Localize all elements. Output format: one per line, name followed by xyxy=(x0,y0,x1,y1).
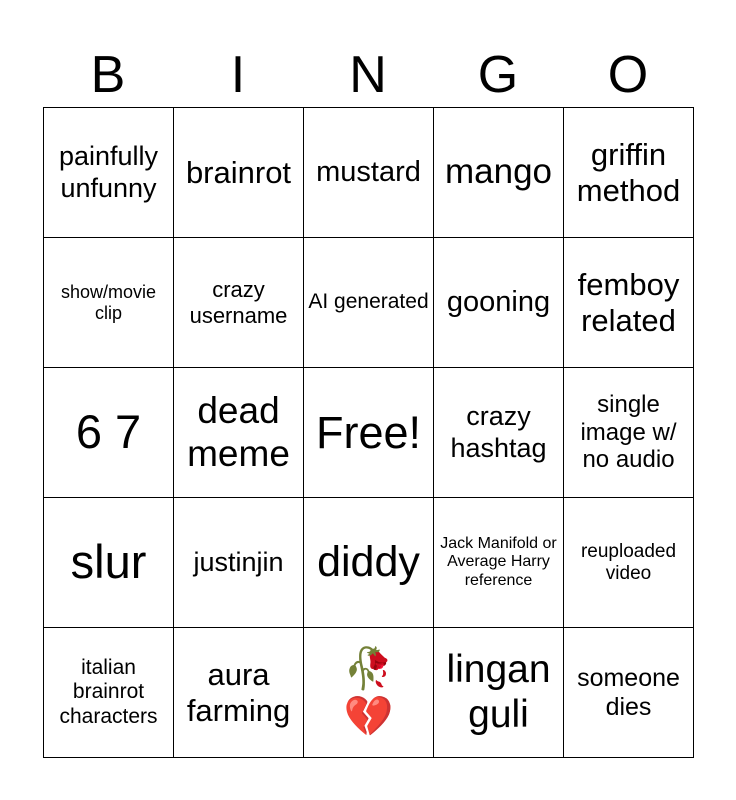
bingo-cell[interactable] xyxy=(174,498,304,628)
bingo-cell[interactable] xyxy=(304,108,434,238)
bingo-cell-label: gooning xyxy=(446,285,551,318)
bingo-cell-label: dead meme xyxy=(187,389,290,474)
bingo-cell-label: painfully unfunny xyxy=(58,141,159,203)
bingo-cell[interactable] xyxy=(564,108,694,238)
bingo-cell-label: AI generated xyxy=(308,290,429,314)
bingo-board xyxy=(43,107,694,758)
bingo-cell[interactable] xyxy=(174,108,304,238)
bingo-cell[interactable] xyxy=(434,628,564,758)
bingo-cell-label: crazy hashtag xyxy=(450,401,547,463)
bingo-cell-label: brainrot xyxy=(185,154,292,190)
bingo-cell-label: italian brainrot characters xyxy=(59,656,158,728)
bingo-cell-label: slur xyxy=(70,535,147,589)
bingo-cell[interactable] xyxy=(564,238,694,368)
bingo-cell-label: lingan guli xyxy=(446,647,551,736)
bingo-cell-label: someone dies xyxy=(577,663,680,721)
bingo-cell-label: justinjin xyxy=(193,546,284,577)
bingo-cell[interactable] xyxy=(304,628,434,758)
bingo-cell-label: Free! xyxy=(315,406,422,458)
bingo-cell[interactable] xyxy=(564,498,694,628)
header-letter-g: G xyxy=(477,46,519,104)
header-letter-o: O xyxy=(607,46,649,104)
bingo-cell[interactable] xyxy=(44,628,174,758)
bingo-cell[interactable] xyxy=(304,238,434,368)
bingo-cell-label: single image w/ no audio xyxy=(580,391,677,474)
bingo-cell-label: Jack Manifold or Average Harry reference xyxy=(440,534,557,589)
bingo-cell-label: crazy username xyxy=(189,277,288,328)
bingo-cell[interactable] xyxy=(434,498,564,628)
bingo-cell[interactable] xyxy=(564,628,694,758)
bingo-cell-label: aura farming xyxy=(186,656,291,728)
bingo-cell[interactable] xyxy=(174,628,304,758)
bingo-cell[interactable] xyxy=(44,108,174,238)
bingo-cell-label: show/movie clip xyxy=(60,281,157,323)
bingo-cell[interactable] xyxy=(44,498,174,628)
bingo-cell[interactable] xyxy=(174,368,304,498)
bingo-header xyxy=(43,42,693,108)
bingo-cell[interactable] xyxy=(564,368,694,498)
header-letter-n: N xyxy=(349,46,387,104)
bingo-cell[interactable] xyxy=(44,368,174,498)
bingo-cell[interactable] xyxy=(44,238,174,368)
bingo-cell-label: reuploaded video xyxy=(580,540,677,584)
bingo-cell[interactable] xyxy=(434,108,564,238)
header-letter-i: I xyxy=(230,46,246,104)
bingo-cell-label: griffin method xyxy=(576,136,681,208)
bingo-cell[interactable] xyxy=(434,368,564,498)
bingo-cell[interactable] xyxy=(434,238,564,368)
bingo-cell-label: mustard xyxy=(316,155,421,188)
bingo-cell[interactable] xyxy=(174,238,304,368)
bingo-cell-label: 6 7 xyxy=(75,405,142,459)
bingo-cell-label: femboy related xyxy=(577,266,680,338)
bingo-cell-emoji: 🥀💔 xyxy=(343,646,394,739)
header-letter-b: B xyxy=(90,46,126,104)
bingo-cell-label: diddy xyxy=(317,537,420,586)
bingo-cell[interactable] xyxy=(304,368,434,498)
bingo-cell-label: mango xyxy=(444,152,553,192)
bingo-cell[interactable] xyxy=(304,498,434,628)
